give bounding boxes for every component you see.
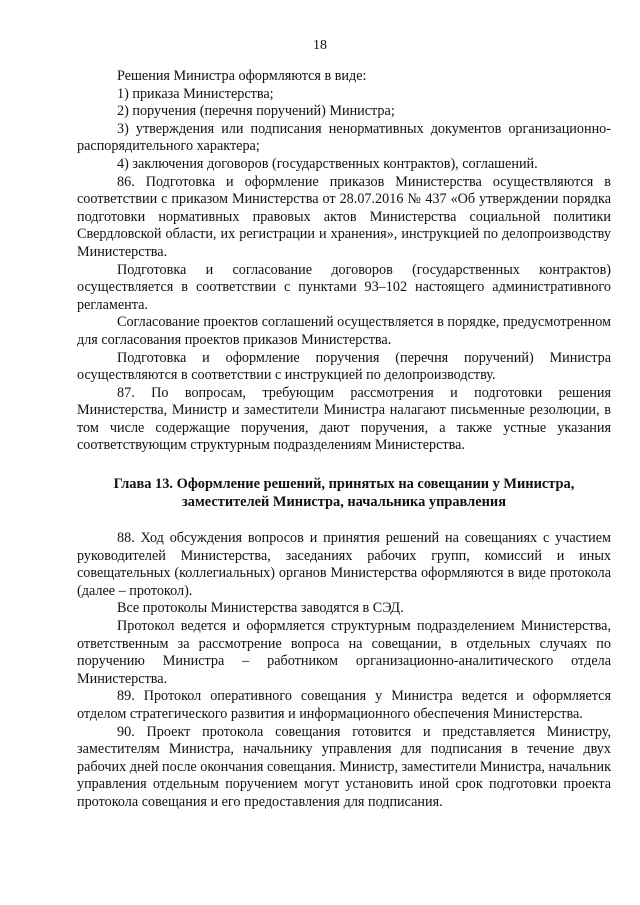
page-number: 18 [313,38,327,53]
paragraph-88: 88. Ход обсуждения вопросов и принятия решений на совещаниях с участием руководителей Министерства, заседаниях рабочих групп, комиссий и иных совещательных (коллегиальных) органов Министерства оформляются в виде протокола (далее – протокол). [77,530,611,599]
list-item-instruction: 2) поручения (перечня поручений) Министра; [117,103,395,120]
paragraph-86: 86. Подготовка и оформление приказов Министерства осуществляются в соответствии с приказом Министерства от 28.07.2016 № 437 «Об утверждении порядка подготовки нормативных правовых актов Министерства социальной политики Свердловской области, их регистрации и хранения», инструкцией по делопроизводству Министерства. [77,173,611,260]
paragraph-89: 89. Протокол оперативного совещания у Министра ведется и оформляется отделом стратегического развития и информационного обеспечения Министерства. [77,688,611,722]
paragraph-protocol-responsibility: Протокол ведется и оформляется структурным подразделением Министерства, ответственным за рассмотрение вопроса на совещании, в отдельных случаях по поручению Министра – работником организационно-аналитического отдела Министерства. [77,618,611,687]
list-item-contracts: 4) заключения договоров (государственных контрактов), соглашений. [117,155,538,172]
paragraph-agreements-approval: Согласование проектов соглашений осуществляется в порядке, предусмотренном для согласования проектов приказов Министерства. [77,314,611,348]
chapter-title: Глава 13. Оформление решений, принятых на совещании у Министра, заместителей Министра, начальника управления [113,476,575,511]
paragraph-87: 87. По вопросам, требующим рассмотрения и подготовки решения Министерства, Министр и заместители Министра налагают письменные резолюции, в том числе содержащие поручения, дают поручения, а также устные указания соответствующим структурным подразделениям Министерства. [77,384,611,454]
list-item-approval: 3) утверждения или подписания ненормативных документов организационно-распорядительного характера; [77,120,611,155]
paragraph-contracts-approval: Подготовка и согласование договоров (государственных контрактов) осуществляется в соответствии с пунктами 93–102 настоящего административного регламента. [77,261,611,313]
list-item-order: 1) приказа Министерства; [117,85,274,102]
paragraph-90: 90. Проект протокола совещания готовится и представляется Министру, заместителям Министра, начальнику управления для подписания в течение двух рабочих дней после окончания совещания. Министр, заместители Министра, начальник управления отдельным поручением могут установить иной срок подготовки проекта протокола совещания и его предоставления для подписания. [77,723,611,810]
paragraph-instructions-preparation: Подготовка и оформление поручения (перечня поручений) Министра осуществляются в соответствии с инструкцией по делопроизводству. [77,349,611,384]
paragraph-decision-forms-intro: Решения Министра оформляются в виде: [117,68,367,84]
document-body [77,68,611,812]
paragraph-sed-registration: Все протоколы Министерства заводятся в СЭД. [117,600,404,617]
